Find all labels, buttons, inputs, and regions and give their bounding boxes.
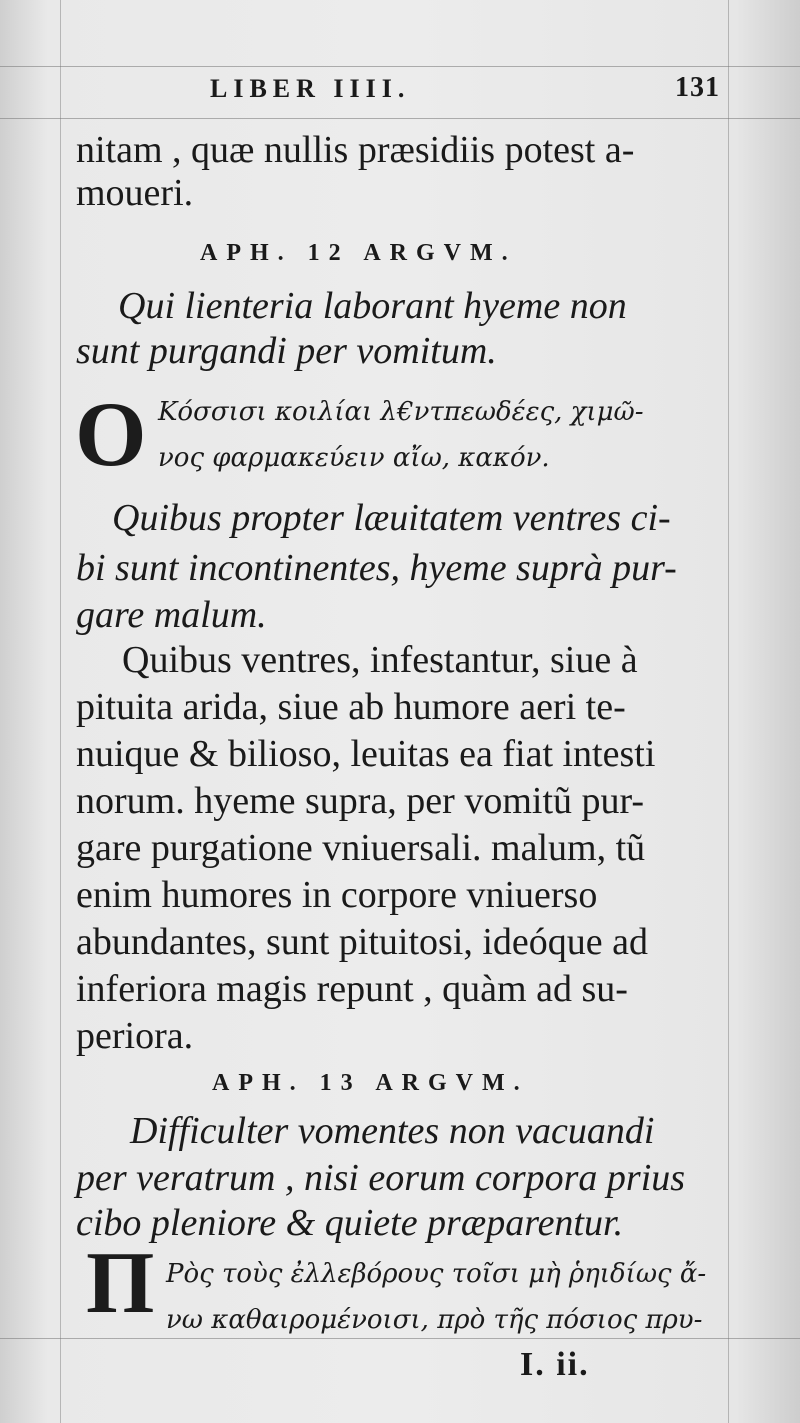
drop-cap-initial: O <box>75 383 147 485</box>
drop-cap-initial: Π <box>86 1235 155 1332</box>
running-head: LIBER IIII. <box>210 74 411 103</box>
greek-text-line: Κόσσισι κοιλίαι λ€ντπεωδέες, χιμῶ- <box>158 397 644 427</box>
text-line: nitam , quæ nullis præsidiis potest a- <box>76 129 635 171</box>
commentary-line: enim humores in corpore vniuerso <box>76 874 598 916</box>
aphorism-12-argument: Qui lienteria laborant hyeme non <box>118 285 627 327</box>
latin-translation-line: Quibus propter læuitatem ventres ci- <box>112 497 671 539</box>
greek-text-line: Ρὸς τοὺς ἐλλεβόρους τοῖσι μὴ ῥηιδίως ἄ- <box>166 1259 707 1289</box>
commentary-line: pituita arida, siue ab humore aeri te- <box>76 686 626 728</box>
commentary-line: norum. hyeme supra, per vomitũ pur- <box>76 780 645 822</box>
commentary-line: abundantes, sunt pituitosi, ideóque ad <box>76 921 649 963</box>
page-header <box>70 66 720 106</box>
page-edge-line <box>0 118 800 119</box>
signature-mark: I. ii. <box>520 1346 590 1383</box>
aphorism-13-heading: APH. 13 ARGVM. <box>212 1070 529 1096</box>
latin-translation-line: gare malum. <box>76 594 267 636</box>
aphorism-13-argument: cibo pleniore & quiete præparentur. <box>76 1202 624 1244</box>
commentary-line: nuique & bilioso, leuitas ea fiat intesti <box>76 733 656 775</box>
commentary-line: gare purgatione vniuersali. malum, tũ <box>76 827 646 869</box>
aphorism-13-argument: Difficulter vomentes non vacuandi <box>130 1110 655 1152</box>
aphorism-13-argument: per veratrum , nisi eorum corpora prius <box>76 1157 686 1199</box>
commentary-line: periora. <box>76 1015 194 1057</box>
greek-text-line: νος φαρμακεύειν αἴω, κακόν. <box>158 443 550 473</box>
aphorism-12-argument: sunt purgandi per vomitum. <box>76 330 497 372</box>
commentary-line: Quibus ventres, infestantur, siue à <box>122 639 638 681</box>
greek-text-line: νω καθαιρομένοισι, πρὸ τῆς πόσιος πρυ- <box>166 1305 703 1335</box>
page-number: 131 <box>675 72 720 103</box>
page-edge-line <box>60 0 61 1423</box>
latin-translation-line: bi sunt incontinentes, hyeme suprà pur- <box>76 547 677 589</box>
commentary-line: inferiora magis repunt , quàm ad su- <box>76 968 628 1010</box>
text-line: moueri. <box>76 172 194 214</box>
aphorism-12-heading: APH. 12 ARGVM. <box>200 240 517 266</box>
